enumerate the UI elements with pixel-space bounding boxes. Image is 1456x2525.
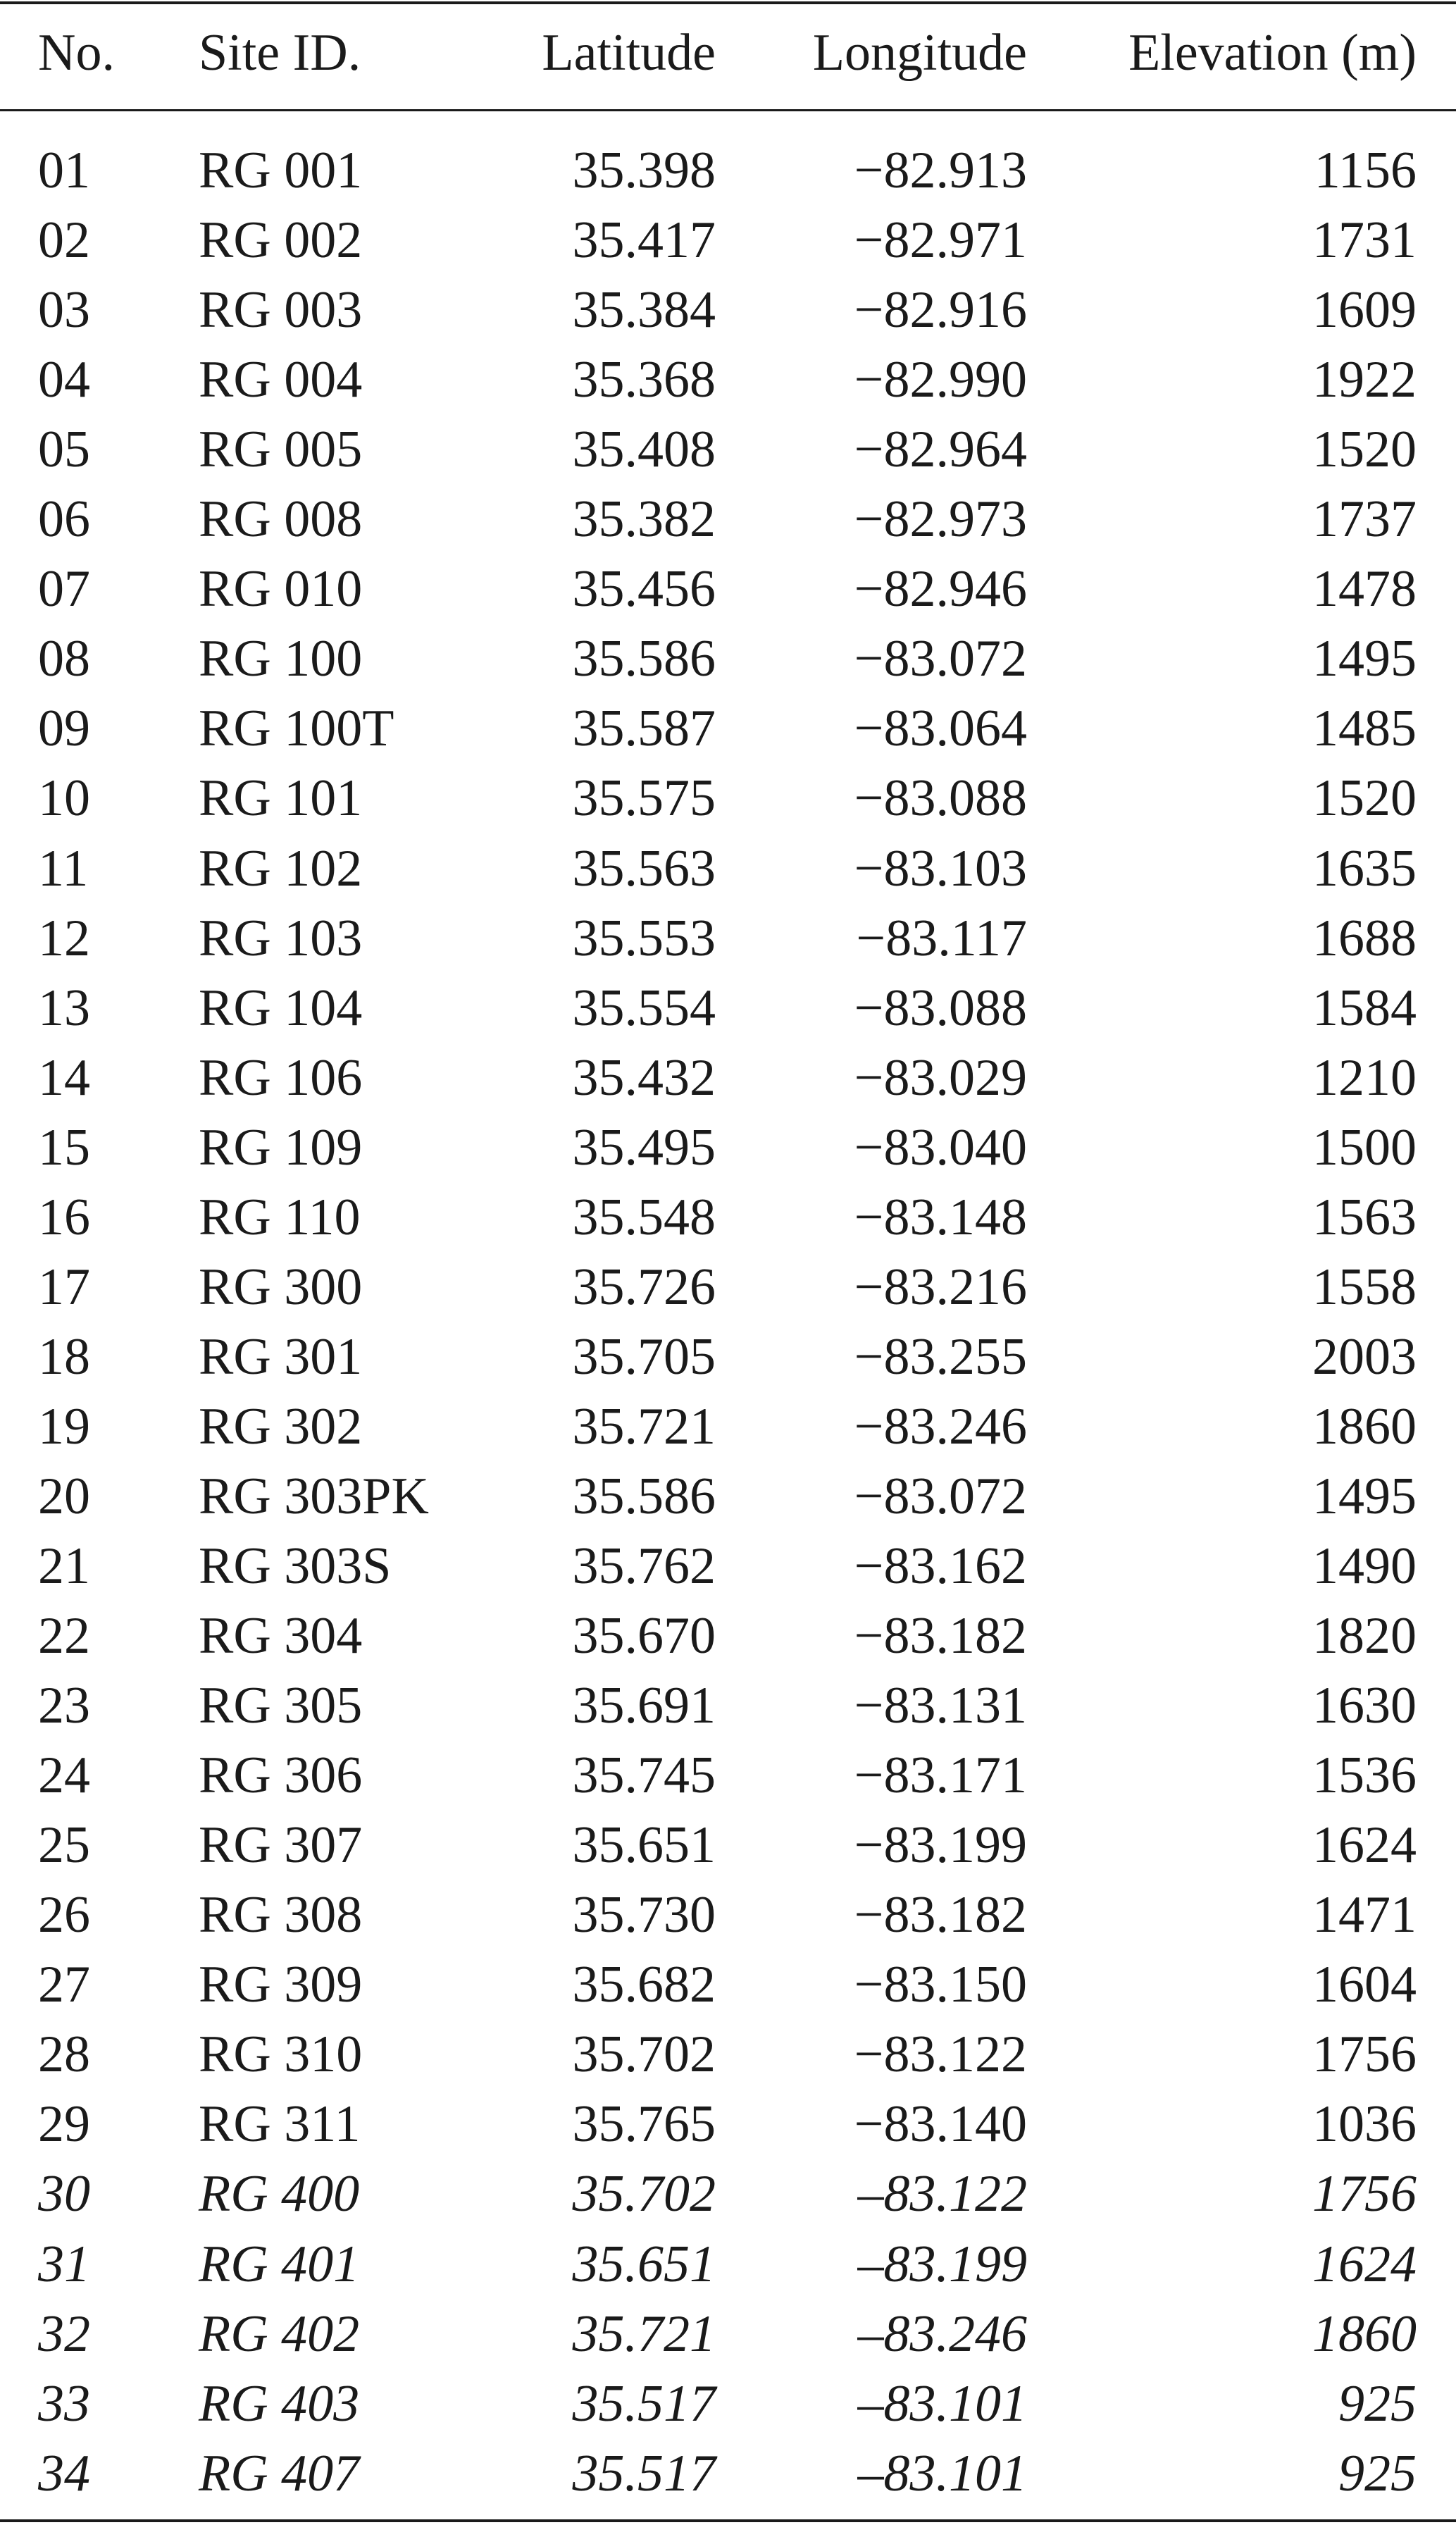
row-no-cell: 04	[38, 351, 90, 409]
longitude-cell: –83.122	[857, 2165, 1027, 2223]
site-id-cell: RG 100	[199, 630, 363, 688]
table-row	[0, 1113, 1456, 1183]
longitude-cell: –83.199	[857, 2235, 1027, 2293]
longitude-cell: −82.971	[854, 211, 1027, 270]
elevation-cell: 1630	[1312, 1677, 1417, 1735]
row-no-cell: 17	[38, 1258, 90, 1316]
site-id-cell: RG 005	[199, 421, 363, 479]
latitude-cell: 35.384	[572, 281, 716, 340]
site-id-cell: RG 309	[199, 1956, 363, 2014]
table-row	[0, 1601, 1456, 1671]
longitude-cell: −83.171	[854, 1747, 1027, 1805]
elevation-cell: 1495	[1312, 1467, 1417, 1525]
elevation-cell: 1609	[1312, 281, 1417, 340]
table-row	[0, 1392, 1456, 1462]
table-row	[0, 624, 1456, 694]
longitude-cell: –83.101	[857, 2374, 1027, 2433]
table-row	[0, 275, 1456, 345]
longitude-cell: −83.162	[854, 1537, 1027, 1595]
row-no-cell: 06	[38, 490, 90, 549]
table-row	[0, 136, 1456, 206]
table-row	[0, 694, 1456, 764]
latitude-cell: 35.408	[572, 421, 716, 479]
site-id-cell: RG 101	[199, 769, 363, 828]
row-no-cell: 01	[38, 142, 90, 199]
row-no-cell: 26	[38, 1886, 90, 1944]
table-row	[0, 206, 1456, 275]
elevation-cell: 1485	[1312, 700, 1417, 758]
elevation-cell: 1520	[1312, 769, 1417, 828]
table-row	[0, 1950, 1456, 2020]
latitude-cell: 35.702	[572, 2025, 716, 2084]
latitude-cell: 35.554	[572, 979, 716, 1037]
site-id-cell: RG 304	[199, 1607, 363, 1665]
row-no-cell: 08	[38, 630, 90, 688]
latitude-cell: 35.721	[572, 1397, 716, 1456]
table-row	[0, 2090, 1456, 2159]
site-id-cell: RG 311	[199, 2095, 361, 2154]
longitude-cell: −83.122	[854, 2025, 1027, 2084]
site-id-cell: RG 305	[199, 1677, 363, 1735]
elevation-cell: 1500	[1312, 1118, 1417, 1177]
row-no-cell: 07	[38, 560, 90, 619]
table-row	[0, 1253, 1456, 1322]
row-no-cell: 24	[38, 1747, 90, 1805]
latitude-cell: 35.721	[572, 2304, 716, 2363]
site-id-cell: RG 110	[199, 1188, 361, 1246]
header-latitude: Latitude	[542, 24, 716, 82]
latitude-cell: 35.730	[572, 1886, 716, 1944]
longitude-cell: −83.088	[854, 769, 1027, 828]
header-no: No.	[38, 24, 115, 82]
elevation-cell: 1490	[1312, 1537, 1417, 1595]
latitude-cell: 35.651	[572, 2235, 716, 2293]
row-no-cell: 20	[38, 1467, 90, 1525]
table-row	[0, 415, 1456, 485]
row-no-cell: 14	[38, 1048, 90, 1107]
row-no-cell: 25	[38, 1816, 90, 1875]
site-id-cell: RG 403	[199, 2374, 360, 2433]
longitude-cell: –83.101	[857, 2444, 1027, 2502]
elevation-cell: 1820	[1312, 1607, 1417, 1665]
row-no-cell: 11	[38, 839, 89, 898]
longitude-cell: −82.916	[854, 281, 1027, 340]
table-row	[0, 1811, 1456, 1880]
elevation-cell: 1156	[1314, 142, 1417, 199]
row-no-cell: 16	[38, 1188, 90, 1246]
longitude-cell: −83.150	[854, 1956, 1027, 2014]
elevation-cell: 1624	[1312, 1816, 1417, 1875]
table-row	[0, 1043, 1456, 1113]
longitude-cell: −82.913	[854, 142, 1027, 199]
longitude-cell: −82.946	[854, 560, 1027, 619]
site-id-cell: RG 004	[199, 351, 363, 409]
site-id-cell: RG 301	[199, 1327, 363, 1386]
longitude-cell: −83.064	[854, 700, 1027, 758]
latitude-cell: 35.762	[572, 1537, 716, 1595]
elevation-cell: 1584	[1312, 979, 1417, 1037]
elevation-cell: 1495	[1312, 630, 1417, 688]
latitude-cell: 35.586	[572, 1467, 716, 1525]
table-row	[0, 1462, 1456, 1532]
latitude-cell: 35.765	[572, 2095, 716, 2154]
elevation-cell: 1688	[1312, 909, 1417, 967]
site-id-cell: RG 303S	[199, 1537, 392, 1595]
latitude-cell: 35.587	[572, 700, 716, 758]
longitude-cell: −82.990	[854, 351, 1027, 409]
longitude-cell: −83.148	[854, 1188, 1027, 1246]
site-id-cell: RG 010	[199, 560, 363, 619]
longitude-cell: −83.182	[854, 1886, 1027, 1944]
longitude-cell: −82.973	[854, 490, 1027, 549]
latitude-cell: 35.382	[572, 490, 716, 549]
row-no-cell: 13	[38, 979, 90, 1037]
latitude-cell: 35.670	[572, 1607, 716, 1665]
row-no-cell: 18	[38, 1327, 90, 1386]
table-row	[0, 1183, 1456, 1253]
row-no-cell: 09	[38, 700, 90, 758]
table-row	[0, 1741, 1456, 1811]
elevation-cell: 1731	[1312, 211, 1417, 270]
site-id-cell: RG 109	[199, 1118, 363, 1177]
latitude-cell: 35.651	[572, 1816, 716, 1875]
latitude-cell: 35.548	[572, 1188, 716, 1246]
longitude-cell: −83.246	[854, 1397, 1027, 1456]
bottom-rule	[0, 2519, 1456, 2522]
table-row	[0, 345, 1456, 415]
site-id-cell: RG 308	[199, 1886, 363, 1944]
elevation-cell: 1624	[1312, 2235, 1417, 2293]
table-row	[0, 834, 1456, 904]
longitude-cell: −83.029	[854, 1048, 1027, 1107]
longitude-cell: −83.199	[854, 1816, 1027, 1875]
elevation-cell: 2003	[1312, 1327, 1417, 1386]
site-id-cell: RG 302	[199, 1397, 363, 1456]
table-row	[0, 2369, 1456, 2439]
row-no-cell: 23	[38, 1677, 90, 1735]
table-row	[0, 764, 1456, 833]
elevation-cell: 1536	[1312, 1747, 1417, 1805]
longitude-cell: −83.088	[854, 979, 1027, 1037]
elevation-cell: 1756	[1312, 2025, 1417, 2084]
elevation-cell: 1756	[1312, 2165, 1417, 2223]
row-no-cell: 30	[38, 2165, 90, 2223]
row-no-cell: 31	[38, 2235, 90, 2293]
elevation-cell: 1471	[1312, 1886, 1417, 1944]
latitude-cell: 35.575	[572, 769, 716, 828]
table-header-row	[0, 18, 1456, 88]
site-id-cell: RG 407	[199, 2444, 360, 2502]
table-row	[0, 1880, 1456, 1950]
elevation-cell: 1635	[1312, 839, 1417, 898]
row-no-cell: 10	[38, 769, 90, 828]
longitude-cell: −83.182	[854, 1607, 1027, 1665]
header-longitude: Longitude	[812, 24, 1027, 82]
row-no-cell: 19	[38, 1397, 90, 1456]
latitude-cell: 35.691	[572, 1677, 716, 1735]
row-no-cell: 15	[38, 1118, 90, 1177]
latitude-cell: 35.517	[572, 2444, 716, 2502]
table-row	[0, 485, 1456, 554]
latitude-cell: 35.368	[572, 351, 716, 409]
elevation-cell: 1737	[1312, 490, 1417, 549]
elevation-cell: 1922	[1312, 351, 1417, 409]
elevation-cell: 1520	[1312, 421, 1417, 479]
longitude-cell: −83.216	[854, 1258, 1027, 1316]
site-id-cell: RG 400	[199, 2165, 360, 2223]
longitude-cell: −83.131	[854, 1677, 1027, 1735]
latitude-cell: 35.726	[572, 1258, 716, 1316]
row-no-cell: 29	[38, 2095, 90, 2154]
elevation-cell: 1558	[1312, 1258, 1417, 1316]
elevation-cell: 1210	[1312, 1048, 1417, 1107]
elevation-cell: 1860	[1312, 1397, 1417, 1456]
longitude-cell: −83.072	[854, 1467, 1027, 1525]
site-id-cell: RG 102	[199, 839, 363, 898]
latitude-cell: 35.586	[572, 630, 716, 688]
table-row	[0, 2439, 1456, 2509]
latitude-cell: 35.495	[572, 1118, 716, 1177]
site-id-cell: RG 001	[199, 142, 363, 199]
elevation-cell: 1478	[1312, 560, 1417, 619]
latitude-cell: 35.398	[572, 142, 716, 199]
longitude-cell: −83.117	[856, 909, 1027, 967]
row-no-cell: 33	[38, 2374, 90, 2433]
row-no-cell: 22	[38, 1607, 90, 1665]
header-elevation: Elevation (m)	[1128, 24, 1417, 82]
table-row	[0, 1322, 1456, 1392]
elevation-cell: 1036	[1312, 2095, 1417, 2154]
row-no-cell: 12	[38, 909, 90, 967]
table-row	[0, 1532, 1456, 1601]
row-no-cell: 02	[38, 211, 90, 270]
row-no-cell: 03	[38, 281, 90, 340]
site-id-cell: RG 402	[199, 2304, 360, 2363]
latitude-cell: 35.682	[572, 1956, 716, 2014]
top-rule	[0, 1, 1456, 4]
site-id-cell: RG 300	[199, 1258, 363, 1316]
row-no-cell: 28	[38, 2025, 90, 2084]
latitude-cell: 35.432	[572, 1048, 716, 1107]
elevation-cell: 1860	[1312, 2304, 1417, 2363]
latitude-cell: 35.563	[572, 839, 716, 898]
table-row	[0, 2020, 1456, 2090]
site-id-cell: RG 307	[199, 1816, 363, 1875]
site-id-cell: RG 008	[199, 490, 363, 549]
site-id-cell: RG 306	[199, 1747, 363, 1805]
latitude-cell: 35.553	[572, 909, 716, 967]
latitude-cell: 35.705	[572, 1327, 716, 1386]
elevation-cell: 925	[1338, 2374, 1417, 2433]
row-no-cell: 27	[38, 1956, 90, 2014]
site-id-cell: RG 106	[199, 1048, 363, 1107]
latitude-cell: 35.702	[572, 2165, 716, 2223]
header-rule	[0, 109, 1456, 111]
table-row	[0, 2230, 1456, 2300]
latitude-cell: 35.745	[572, 1747, 716, 1805]
site-id-cell: RG 104	[199, 979, 363, 1037]
longitude-cell: −83.040	[854, 1118, 1027, 1177]
row-no-cell: 34	[38, 2444, 90, 2502]
longitude-cell: −83.140	[854, 2095, 1027, 2154]
header-site-id: Site ID.	[199, 24, 361, 82]
row-no-cell: 05	[38, 421, 90, 479]
longitude-cell: −83.072	[854, 630, 1027, 688]
longitude-cell: −83.103	[854, 839, 1027, 898]
site-id-cell: RG 003	[199, 281, 363, 340]
row-no-cell: 21	[38, 1537, 90, 1595]
longitude-cell: −83.255	[854, 1327, 1027, 1386]
site-id-cell: RG 100T	[199, 700, 394, 758]
site-id-cell: RG 002	[199, 211, 363, 270]
elevation-cell: 925	[1338, 2444, 1417, 2502]
elevation-cell: 1563	[1312, 1188, 1417, 1246]
row-no-cell: 32	[38, 2304, 90, 2363]
latitude-cell: 35.456	[572, 560, 716, 619]
site-id-cell: RG 401	[199, 2235, 360, 2293]
table-row	[0, 1671, 1456, 1741]
latitude-cell: 35.417	[572, 211, 716, 270]
table-row	[0, 554, 1456, 624]
table-row	[0, 974, 1456, 1043]
table-row	[0, 904, 1456, 974]
longitude-cell: −82.964	[854, 421, 1027, 479]
latitude-cell: 35.517	[572, 2374, 716, 2433]
site-id-cell: RG 310	[199, 2025, 363, 2084]
elevation-cell: 1604	[1312, 1956, 1417, 2014]
table-row	[0, 2300, 1456, 2369]
table-row	[0, 2159, 1456, 2229]
longitude-cell: –83.246	[857, 2304, 1027, 2363]
site-id-cell: RG 103	[199, 909, 363, 967]
site-id-cell: RG 303PK	[199, 1467, 429, 1525]
